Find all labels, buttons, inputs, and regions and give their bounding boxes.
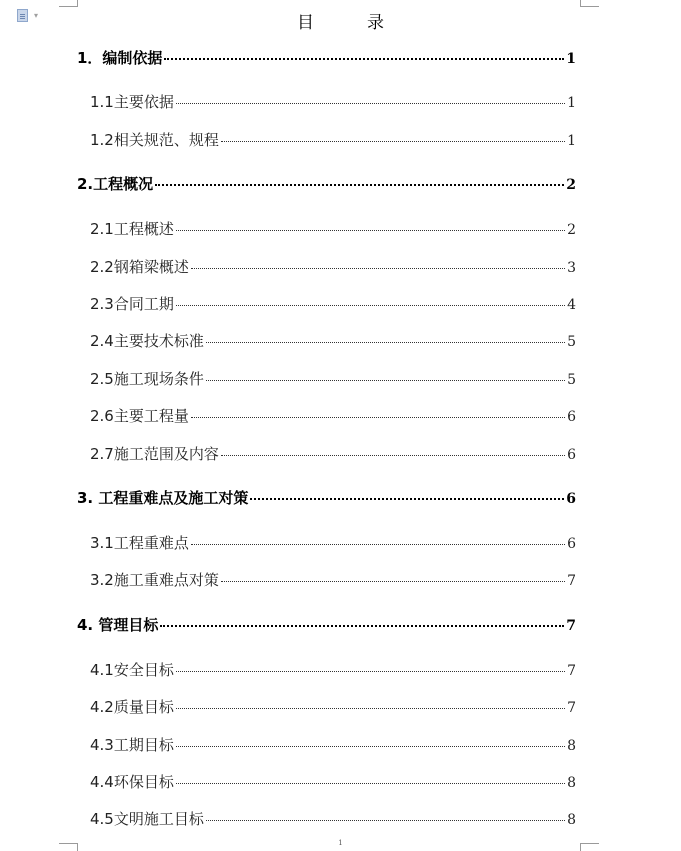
toc-entry-page: 4 [567,297,576,313]
toc-leader [206,820,565,821]
toc-entry-text: 2.3合同工期 [90,295,174,313]
toc-leader [176,783,565,784]
toc-entry-text: 4.2质量目标 [90,698,174,716]
toc-entry-page: 7 [566,618,576,634]
toc-leader [176,708,565,709]
toc-entry[interactable] [90,368,576,389]
toc-leader [206,380,565,381]
toc-leader [164,58,564,60]
toc-entry-text: 2.6主要工程量 [90,407,189,425]
toc-entry[interactable] [90,330,576,351]
corner-mark-top-right [580,0,599,7]
toc-leader [221,581,565,582]
toc-entry-page: 8 [567,812,576,828]
toc-entry-text: 3. 工程重难点及施工对策 [77,489,249,507]
toc-leader [176,103,565,104]
toc-entry[interactable] [77,614,576,635]
toc-entry-page: 6 [567,447,576,463]
toc-entry-text: 4. 管理目标 [77,616,159,634]
toc-entry-page: 6 [566,491,576,507]
toc-entry-text: 3.1工程重难点 [90,534,189,552]
toc-entry-text: 1.2相关规范、规程 [90,131,219,149]
toc-entry-page: 6 [567,536,576,552]
toc-leader [176,305,565,306]
toc-entry-text: 2.5施工现场条件 [90,370,204,388]
chevron-down-icon[interactable]: ▾ [34,11,39,20]
toc-entry-page: 7 [567,573,576,589]
toc-leader [221,141,565,142]
toc-entry-page: 5 [567,334,576,350]
toc-entry-text: 3.2施工重难点对策 [90,571,219,589]
toc-entry-text: 1．编制依据 [77,49,163,67]
toc-entry[interactable] [90,659,576,680]
toc-entry-text: 2.工程概况 [77,175,154,193]
toc-entry-page: 7 [567,663,576,679]
toc-entry-page: 1 [566,51,576,67]
toc-leader [191,417,565,418]
toc-entry-text: 4.5文明施工目标 [90,810,204,828]
toc-leader [155,184,564,186]
page-number: 1 [338,839,343,847]
toc-entry[interactable] [90,405,576,426]
toc-entry-page: 1 [567,133,576,149]
toc-leader [206,342,565,343]
toc-entry[interactable] [90,569,576,590]
toc-entry-page: 3 [567,260,576,276]
toc-entry-page: 8 [567,775,576,791]
toc-title: 目 录 [297,13,402,33]
toc-entry[interactable] [90,129,576,150]
toc-entry[interactable] [90,734,576,755]
toc-entry-text: 4.1安全目标 [90,661,174,679]
toc-entry[interactable] [77,47,576,68]
toc-entry-page: 8 [567,738,576,754]
toc-leader [250,498,564,500]
toc-leader [176,746,565,747]
toc-leader [160,625,564,627]
toc-entry[interactable] [90,256,576,277]
toc-entry[interactable] [90,532,576,553]
toc-leader [191,544,565,545]
toc-entry[interactable] [90,696,576,717]
toc-entry[interactable] [90,91,576,112]
toc-entry-text: 2.4主要技术标准 [90,332,204,350]
toc-leader [191,268,565,269]
toc-entry[interactable] [77,487,576,508]
toc-entry-text: 1.1主要依据 [90,93,174,111]
toc-entry[interactable] [90,293,576,314]
toc-entry[interactable] [90,808,576,829]
toc-leader [221,455,565,456]
toc-leader [176,230,565,231]
toc-entry-page: 5 [567,372,576,388]
toc-entry[interactable] [77,173,576,194]
toc-entry-text: 4.4环保目标 [90,773,174,791]
toc-entry[interactable] [90,771,576,792]
toc-entry-text: 2.7施工范围及内容 [90,445,219,463]
toc-entry[interactable] [90,218,576,239]
toc-entry-page: 7 [567,700,576,716]
toc-entry[interactable] [90,443,576,464]
toc-entry-page: 1 [567,95,576,111]
toc-leader [176,671,565,672]
toc-entry-text: 2.2钢箱梁概述 [90,258,189,276]
toc-entry-page: 2 [567,222,576,238]
toc-entry-text: 2.1工程概述 [90,220,174,238]
toc-entry-page: 6 [567,409,576,425]
corner-mark-top-left [59,0,78,7]
toc-entry-text: 4.3工期目标 [90,736,174,754]
toc-entry-page: 2 [566,177,576,193]
